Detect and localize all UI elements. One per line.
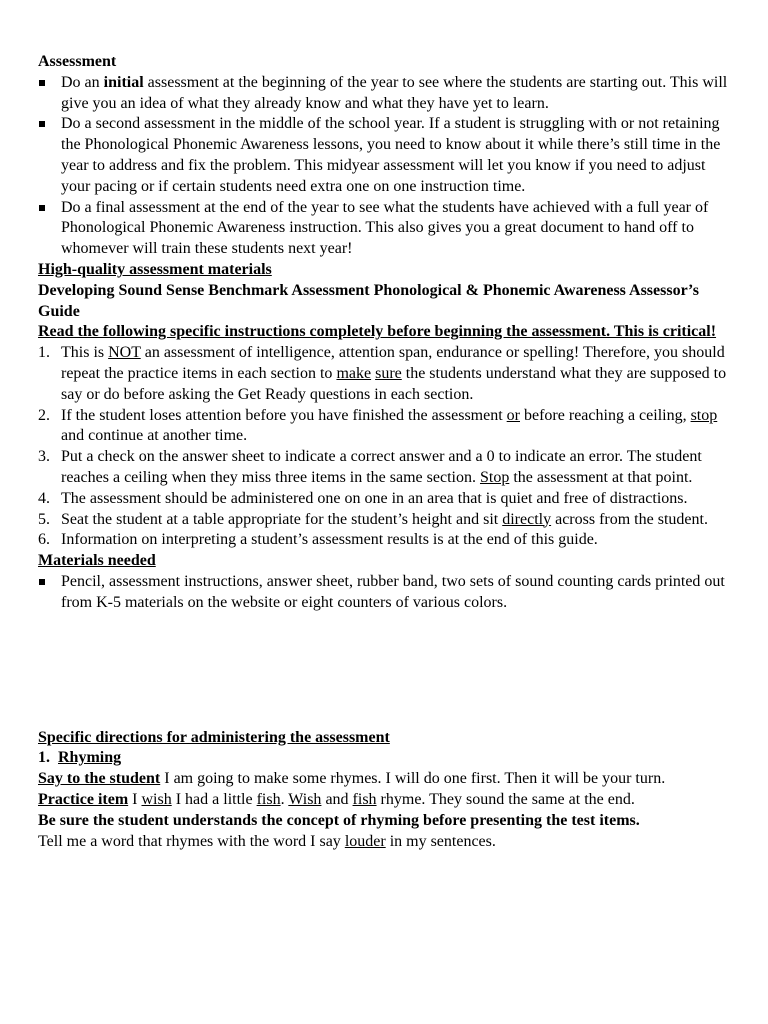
- practice-item-line: Practice item I wish I had a little fish. Wish and fish rhyme. They sound the same at the end.: [38, 790, 635, 808]
- instructions-heading: Read the following specific instructions completely before beginning the assessment. This is critical!: [38, 323, 717, 341]
- list-item: 6. Information on interpreting a student’s assessment results is at the end of this guide.: [38, 531, 598, 549]
- say-to-student-line: Say to the student I am going to make some rhymes. I will do one first. Then it will be your turn.: [38, 770, 666, 788]
- be-sure-note: Be sure the student understands the concept of rhyming before presenting the test items.: [38, 811, 640, 829]
- list-item: 4. The assessment should be administered one on one in an area that is quiet and free of distractions.: [38, 489, 688, 507]
- document-content: [38, 52, 738, 852]
- tell-me-line: Tell me a word that rhymes with the word I say louder in my sentences.: [38, 832, 496, 850]
- list-item: Pencil, assessment instructions, answer sheet, rubber band, two sets of sound counting cards printed out from K-5 materials on the website or eight counters of various colors.: [38, 572, 738, 614]
- section-heading: 1. Rhyming: [38, 749, 122, 767]
- blank-space: [38, 614, 738, 728]
- list-item: 2. If the student loses attention before you have finished the assessment or before reaching a ceiling, stop and continue at another time.: [38, 406, 718, 445]
- list-item: 3. Put a check on the answer sheet to indicate a correct answer and a 0 to indicate an error. The student reaches a ceiling when they miss three items in the same section. Stop the assessment at that point.: [38, 448, 702, 486]
- list-item: 5. Seat the student at a table appropriate for the student’s height and sit directly across from the student.: [38, 510, 708, 528]
- directions-heading: Specific directions for administering the assessment: [38, 728, 390, 746]
- materials-heading: High-quality assessment materials: [38, 260, 272, 278]
- square-bullet-icon: [39, 121, 45, 127]
- square-bullet-icon: [39, 80, 45, 86]
- square-bullet-icon: [39, 579, 45, 585]
- instructions-list: [38, 343, 738, 551]
- square-bullet-icon: [39, 205, 45, 211]
- list-item: Do an initial assessment at the beginning of the year to see where the students are starting out. This will give you an idea of what they already know and what they have yet to learn.: [38, 73, 738, 115]
- materials-needed-heading: Materials needed: [38, 552, 156, 570]
- assessment-heading: Assessment: [38, 53, 117, 70]
- guide-title: Developing Sound Sense Benchmark Assessment Phonological & Phonemic Awareness Assessor’s Guide: [38, 281, 699, 320]
- list-item: Do a final assessment at the end of the year to see what the students have achieved with a full year of Phonological Phonemic Awareness instruction. This also gives you a great document to hand off to whomever will train these students next year!: [38, 198, 738, 260]
- materials-list: [38, 572, 738, 614]
- assessment-list: [38, 73, 738, 260]
- list-item: Do a second assessment in the middle of the school year. If a student is struggling with or not retaining the Phonological Phonemic Awareness lessons, you need to know about it while there’s still time in the year to address and fix the problem. This midyear assessment will let you know if you need to adjust your pacing or if certain students need extra one on one instruction time.: [38, 114, 738, 197]
- list-item: 1. This is NOT an assessment of intelligence, attention span, endurance or spelling! Therefore, you should repeat the practice items in each section to make sure the students understand what they are supposed to say or do before asking the Get Ready questions in each section.: [38, 344, 727, 403]
